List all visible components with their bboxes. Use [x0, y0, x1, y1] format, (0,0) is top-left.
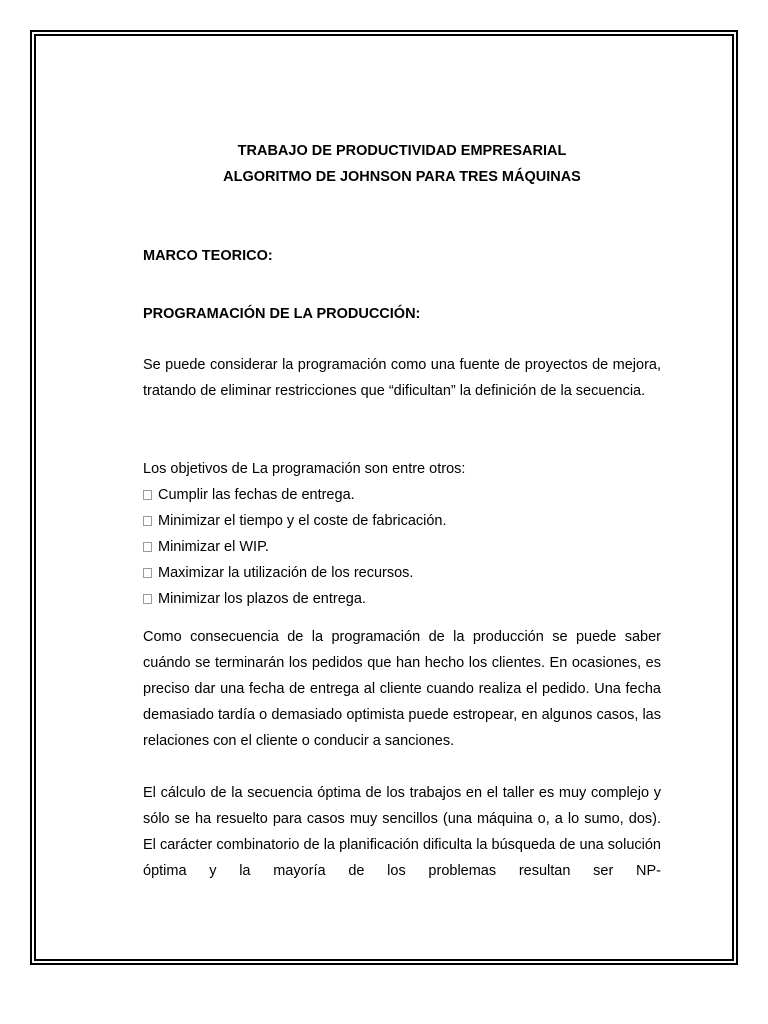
checkbox-bullet-icon: [143, 490, 152, 500]
list-item-text: Minimizar los plazos de entrega.: [158, 591, 366, 607]
checkbox-bullet-icon: [143, 542, 152, 552]
checkbox-bullet-icon: [143, 568, 152, 578]
section-heading-marco-teorico: MARCO TEORICO:: [143, 248, 273, 264]
checkbox-bullet-icon: [143, 594, 152, 604]
list-item-text: Minimizar el tiempo y el coste de fabricación.: [158, 513, 447, 529]
list-item: [143, 508, 661, 534]
checkbox-bullet-icon: [143, 516, 152, 526]
paragraph-consecuencia: Como consecuencia de la programación de la producción se puede saber cuándo se terminarán los pedidos que han hecho los clientes. En ocasiones, es preciso dar una fecha de entrega al cliente cuando realiza el pedido. Una fecha demasiado tardía o demasiado optimista puede estropear, en algunos casos, las relaciones con el cliente o conducir a sanciones.: [143, 629, 661, 749]
list-item-text: Minimizar el WIP.: [158, 539, 269, 555]
list-item: [143, 482, 661, 508]
section-heading-programacion: PROGRAMACIÓN DE LA PRODUCCIÓN:: [143, 306, 421, 322]
list-item: [143, 560, 661, 586]
paragraph-programacion: Se puede considerar la programación como una fuente de proyectos de mejora, tratando de eliminar restricciones que “dificultan” la definición de la secuencia.: [143, 357, 661, 399]
paragraph-calculo: El cálculo de la secuencia óptima de los trabajos en el taller es muy complejo y sólo se ha resuelto para casos muy sencillos (una máquina o, a lo sumo, dos). El carácter combinatorio de la planificación dificulta la búsqueda de una solución óptima y la mayoría de los problemas resultan ser NP-: [143, 785, 661, 879]
document-title: TRABAJO DE PRODUCTIVIDAD EMPRESARIAL: [237, 143, 567, 159]
list-item: [143, 534, 661, 560]
list-item-text: Maximizar la utilización de los recursos.: [158, 565, 414, 581]
objectives-intro: Los objetivos de La programación son entre otros:: [143, 461, 466, 477]
list-item-text: Cumplir las fechas de entrega.: [158, 487, 355, 503]
document-subtitle: ALGORITMO DE JOHNSON PARA TRES MÁQUINAS: [223, 169, 581, 185]
list-item: [143, 586, 661, 612]
